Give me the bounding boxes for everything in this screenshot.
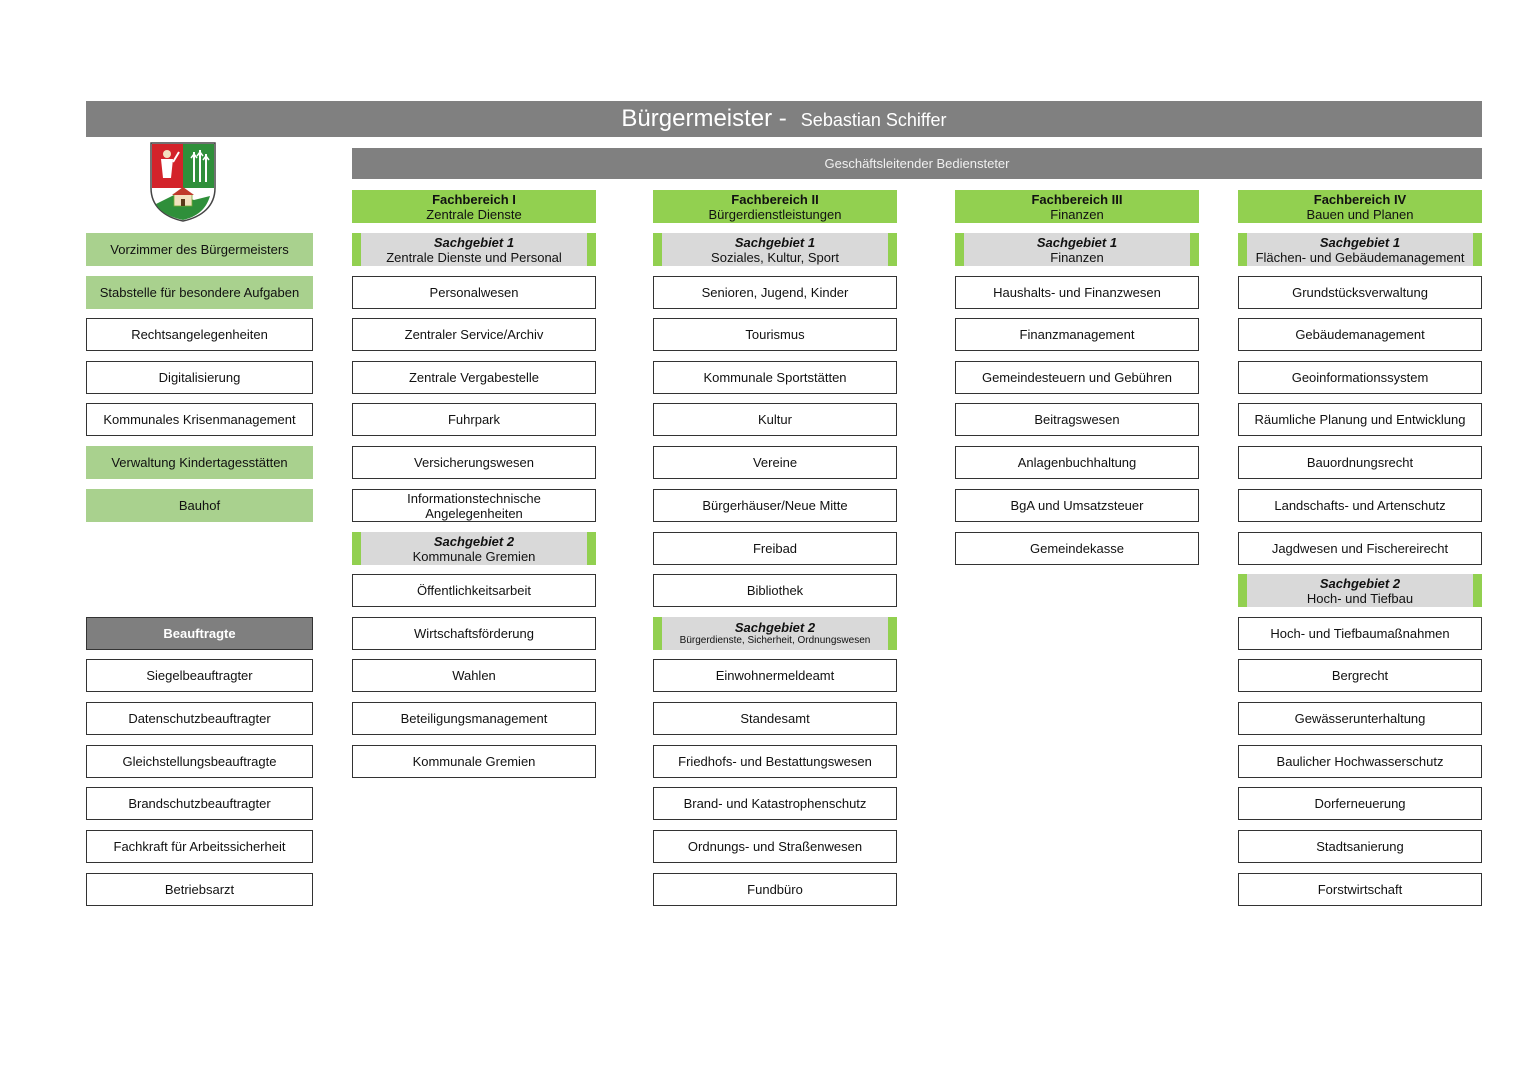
- management-bar: Geschäftsleitender Bediensteter: [352, 148, 1482, 179]
- representative-2: Gleichstellungsbeauftragte: [86, 745, 313, 778]
- unit-box: Wirtschaftsförderung: [352, 617, 596, 650]
- unit-box: Kommunale Gremien: [352, 745, 596, 778]
- unit-box: Dorferneuerung: [1238, 787, 1482, 820]
- representative-5: Betriebsarzt: [86, 873, 313, 906]
- representative-3: Brandschutzbeauftragter: [86, 787, 313, 820]
- department-header: [653, 190, 897, 223]
- unit-box: Vereine: [653, 446, 897, 479]
- unit-box: Versicherungswesen: [352, 446, 596, 479]
- unit-box: Fuhrpark: [352, 403, 596, 436]
- representative-4: Fachkraft für Arbeitssicherheit: [86, 830, 313, 863]
- unit-box: Brand- und Katastrophenschutz: [653, 787, 897, 820]
- unit-box: Öffentlichkeitsarbeit: [352, 574, 596, 607]
- staff-unit-5: Verwaltung Kindertagesstätten: [86, 446, 313, 479]
- staff-unit-6: Bauhof: [86, 489, 313, 522]
- subdivision-subtitle: Hoch- und Tiefbau: [1306, 590, 1414, 606]
- subdivision-header: [653, 617, 897, 650]
- unit-box: Zentraler Service/Archiv: [352, 318, 596, 351]
- staff-unit-3: Digitalisierung: [86, 361, 313, 394]
- unit-box: Gebäudemanagement: [1238, 318, 1482, 351]
- unit-box: Fundbüro: [653, 873, 897, 906]
- unit-box: Grundstücksverwaltung: [1238, 276, 1482, 309]
- subdivision-header: [352, 532, 596, 565]
- staff-unit-4: Kommunales Krisenmanagement: [86, 403, 313, 436]
- unit-box: Tourismus: [653, 318, 897, 351]
- unit-box: Freibad: [653, 532, 897, 565]
- unit-box: Personalwesen: [352, 276, 596, 309]
- unit-box: Senioren, Jugend, Kinder: [653, 276, 897, 309]
- department-title: Fachbereich IV: [1313, 191, 1407, 207]
- subdivision-title: Sachgebiet 2: [433, 533, 515, 549]
- subdivision-title: Sachgebiet 1: [1319, 234, 1401, 250]
- representatives-header: Beauftragte: [86, 617, 313, 650]
- subdivision-subtitle: Flächen- und Gebäudemanagement: [1255, 249, 1465, 265]
- unit-box: Gemeindekasse: [955, 532, 1199, 565]
- mayor-name: Sebastian Schiffer: [800, 110, 947, 130]
- department-title: Fachbereich II: [731, 191, 819, 207]
- unit-box: Geoinformationssystem: [1238, 361, 1482, 394]
- mayor-header: [86, 101, 1482, 137]
- unit-box: Stadtsanierung: [1238, 830, 1482, 863]
- unit-box: Forstwirtschaft: [1238, 873, 1482, 906]
- department-header: [955, 190, 1199, 223]
- subdivision-title: Sachgebiet 2: [1319, 575, 1401, 591]
- department-subtitle: Zentrale Dienste: [426, 206, 522, 222]
- department-subtitle: Finanzen: [1050, 206, 1104, 222]
- unit-box: Zentrale Vergabestelle: [352, 361, 596, 394]
- unit-box: Wahlen: [352, 659, 596, 692]
- mayor-title: Bürgermeister -: [621, 105, 787, 132]
- unit-box: Gewässerunterhaltung: [1238, 702, 1482, 735]
- department-title: Fachbereich III: [1031, 191, 1123, 207]
- subdivision-subtitle: Soziales, Kultur, Sport: [711, 249, 839, 265]
- department-title: Fachbereich I: [432, 191, 516, 207]
- unit-box: [352, 489, 596, 522]
- representative-0: Siegelbeauftragter: [86, 659, 313, 692]
- unit-box: Bibliothek: [653, 574, 897, 607]
- subdivision-subtitle: Kommunale Gremien: [412, 548, 536, 564]
- representative-1: Datenschutzbeauftragter: [86, 702, 313, 735]
- unit-box: Gemeindesteuern und Gebühren: [955, 361, 1199, 394]
- coat-of-arms-icon: [150, 142, 216, 222]
- subdivision-header: [653, 233, 897, 266]
- unit-box: Räumliche Planung und Entwicklung: [1238, 403, 1482, 436]
- unit-box: Standesamt: [653, 702, 897, 735]
- unit-box: Bergrecht: [1238, 659, 1482, 692]
- subdivision-title: Sachgebiet 1: [1036, 234, 1118, 250]
- staff-unit-1: Stabstelle für besondere Aufgaben: [86, 276, 313, 309]
- unit-box: Jagdwesen und Fischereirecht: [1238, 532, 1482, 565]
- unit-box: Beteiligungsmanagement: [352, 702, 596, 735]
- unit-line: Informationstechnische: [407, 490, 541, 506]
- department-header: [1238, 190, 1482, 223]
- staff-unit-2: Rechtsangelegenheiten: [86, 318, 313, 351]
- unit-box: Anlagenbuchhaltung: [955, 446, 1199, 479]
- department-header: [352, 190, 596, 223]
- unit-box: Haushalts- und Finanzwesen: [955, 276, 1199, 309]
- unit-box: Kultur: [653, 403, 897, 436]
- unit-box: Finanzmanagement: [955, 318, 1199, 351]
- subdivision-subtitle: Zentrale Dienste und Personal: [386, 249, 562, 265]
- unit-box: Einwohnermeldeamt: [653, 659, 897, 692]
- unit-box: Landschafts- und Artenschutz: [1238, 489, 1482, 522]
- staff-unit-0: Vorzimmer des Bürgermeisters: [86, 233, 313, 266]
- department-subtitle: Bauen und Planen: [1306, 206, 1414, 222]
- unit-box: Kommunale Sportstätten: [653, 361, 897, 394]
- unit-box: Bürgerhäuser/Neue Mitte: [653, 489, 897, 522]
- unit-box: Beitragswesen: [955, 403, 1199, 436]
- department-subtitle: Bürgerdienstleistungen: [708, 206, 842, 222]
- subdivision-title: Sachgebiet 2: [734, 620, 816, 635]
- subdivision-header: [352, 233, 596, 266]
- subdivision-header: [1238, 233, 1482, 266]
- subdivision-subtitle: Finanzen: [1050, 249, 1104, 265]
- unit-box: BgA und Umsatzsteuer: [955, 489, 1199, 522]
- subdivision-subtitle: Bürgerdienste, Sicherheit, Ordnungswesen: [679, 635, 871, 646]
- unit-box: Ordnungs- und Straßenwesen: [653, 830, 897, 863]
- unit-box: Bauordnungsrecht: [1238, 446, 1482, 479]
- unit-line: Angelegenheiten: [425, 505, 523, 521]
- subdivision-title: Sachgebiet 1: [734, 234, 816, 250]
- subdivision-header: [1238, 574, 1482, 607]
- unit-box: Baulicher Hochwasserschutz: [1238, 745, 1482, 778]
- unit-box: Friedhofs- und Bestattungswesen: [653, 745, 897, 778]
- unit-box: Hoch- und Tiefbaumaßnahmen: [1238, 617, 1482, 650]
- subdivision-title: Sachgebiet 1: [433, 234, 515, 250]
- subdivision-header: [955, 233, 1199, 266]
